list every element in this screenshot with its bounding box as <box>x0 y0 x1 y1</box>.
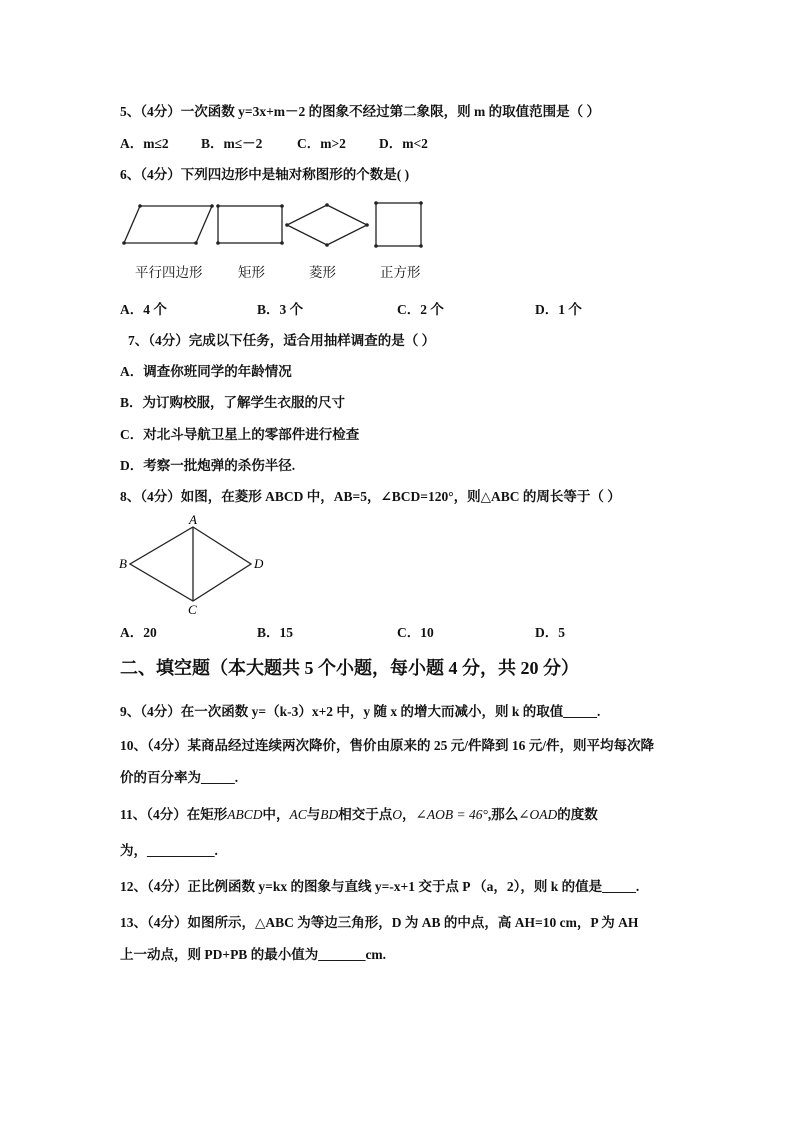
q8-option-d: D．5 <box>535 625 565 640</box>
vertex-b-label: B <box>119 556 127 571</box>
q7-option-a: A．调查你班同学的年龄情况 <box>120 364 292 379</box>
section2-heading: 二、填空题（本大题共 5 个小题，每小题 4 分，共 20 分） <box>120 658 579 678</box>
q11-suffix: 的度数 <box>557 807 598 822</box>
label-rectangle: 矩形 <box>238 265 265 280</box>
q11-mid5: ,那么 <box>487 807 519 822</box>
q11-mid4: ， <box>402 807 416 822</box>
rhombus-abcd-figure <box>0 510 794 620</box>
q7-option-d: D．考察一批炮弹的杀伤半径. <box>120 458 296 473</box>
q11-line1 <box>120 806 598 824</box>
vertex-c-label: C <box>188 602 197 617</box>
label-parallelogram: 平行四边形 <box>135 265 203 280</box>
q8-option-b: B．15 <box>257 625 294 640</box>
q7-option-b: B．为订购校服，了解学生衣服的尺寸 <box>120 395 346 410</box>
q12-text: 12、（4分）正比例函数 y=kx 的图象与直线 y=-x+1 交于点 P （a，2），则 k 的值是_____. <box>120 879 640 894</box>
vertex-d-label: D <box>254 556 264 571</box>
q8-option-a: A．20 <box>120 625 157 640</box>
q8-option-c: C．10 <box>397 625 434 640</box>
q7-option-c: C．对北斗导航卫星上的零部件进行检查 <box>120 427 360 442</box>
q6-option-c: C．2 个 <box>397 302 444 317</box>
q11-rect-name: ABCD <box>227 807 263 822</box>
q9-text: 9、（4分）在一次函数 y=（k-3）x+2 中，y 随 x 的增大而减小，则 k 的取值_____. <box>120 704 601 719</box>
q6-option-b: B．3 个 <box>257 302 304 317</box>
label-square: 正方形 <box>380 265 421 280</box>
q11-o: O <box>392 807 403 822</box>
q6-stem: 6、（4分）下列四边形中是轴对称图形的个数是( ) <box>120 167 410 182</box>
q6-shapes-figure <box>0 200 794 260</box>
q13-line2: 上一动点，则 PD+PB 的最小值为_______cm. <box>120 947 387 962</box>
q7-stem: 7、（4分）完成以下任务，适合用抽样调查的是（ ） <box>128 333 436 348</box>
vertex-a-label: A <box>189 512 197 527</box>
q11-prefix: 11、（4分）在矩形 <box>120 807 228 822</box>
q11-ac: AC <box>289 807 307 822</box>
q5-stem: 5、（4分）一次函数 y=3x+m－2 的图象不经过第二象限，则 m 的取值范围是（ ） <box>120 104 601 119</box>
square-shape <box>376 203 421 246</box>
rectangle-shape <box>218 206 282 243</box>
label-rhombus: 菱形 <box>309 265 336 280</box>
q6-option-a: A．4 个 <box>120 302 167 317</box>
q13-line1: 13、（4分）如图所示，△ABC 为等边三角形，D 为 AB 的中点，高 AH=10 cm，P 为 AH <box>120 915 639 930</box>
q5-option-d: D．m<2 <box>379 136 428 151</box>
q11-line2: 为，__________. <box>120 843 218 858</box>
q5-option-c: C．m>2 <box>297 136 346 151</box>
rhombus-shape <box>287 205 367 245</box>
q11-angle: ∠AOB = 46° <box>415 807 488 822</box>
q5-option-a: A．m≤2 <box>120 136 169 151</box>
q6-option-d: D．1 个 <box>535 302 582 317</box>
q11-bd: BD <box>320 807 339 822</box>
q11-angle2: ∠OAD <box>518 807 558 822</box>
parallelogram-shape <box>124 206 212 243</box>
q11-mid3: 相交于点 <box>338 807 393 822</box>
q8-stem: 8、（4分）如图，在菱形 ABCD 中，AB=5，∠BCD=120°，则△ABC 的周长等于（ ） <box>120 489 621 504</box>
q10-line2: 价的百分率为_____. <box>120 770 239 785</box>
q10-line1: 10、（4分）某商品经过连续两次降价，售价由原来的 25 元/件降到 16 元/件，则平均每次降 <box>120 738 655 753</box>
q11-mid2: 与 <box>306 807 321 822</box>
q11-mid1: 中， <box>262 807 290 822</box>
q5-option-b: B．m≤－2 <box>201 136 263 151</box>
